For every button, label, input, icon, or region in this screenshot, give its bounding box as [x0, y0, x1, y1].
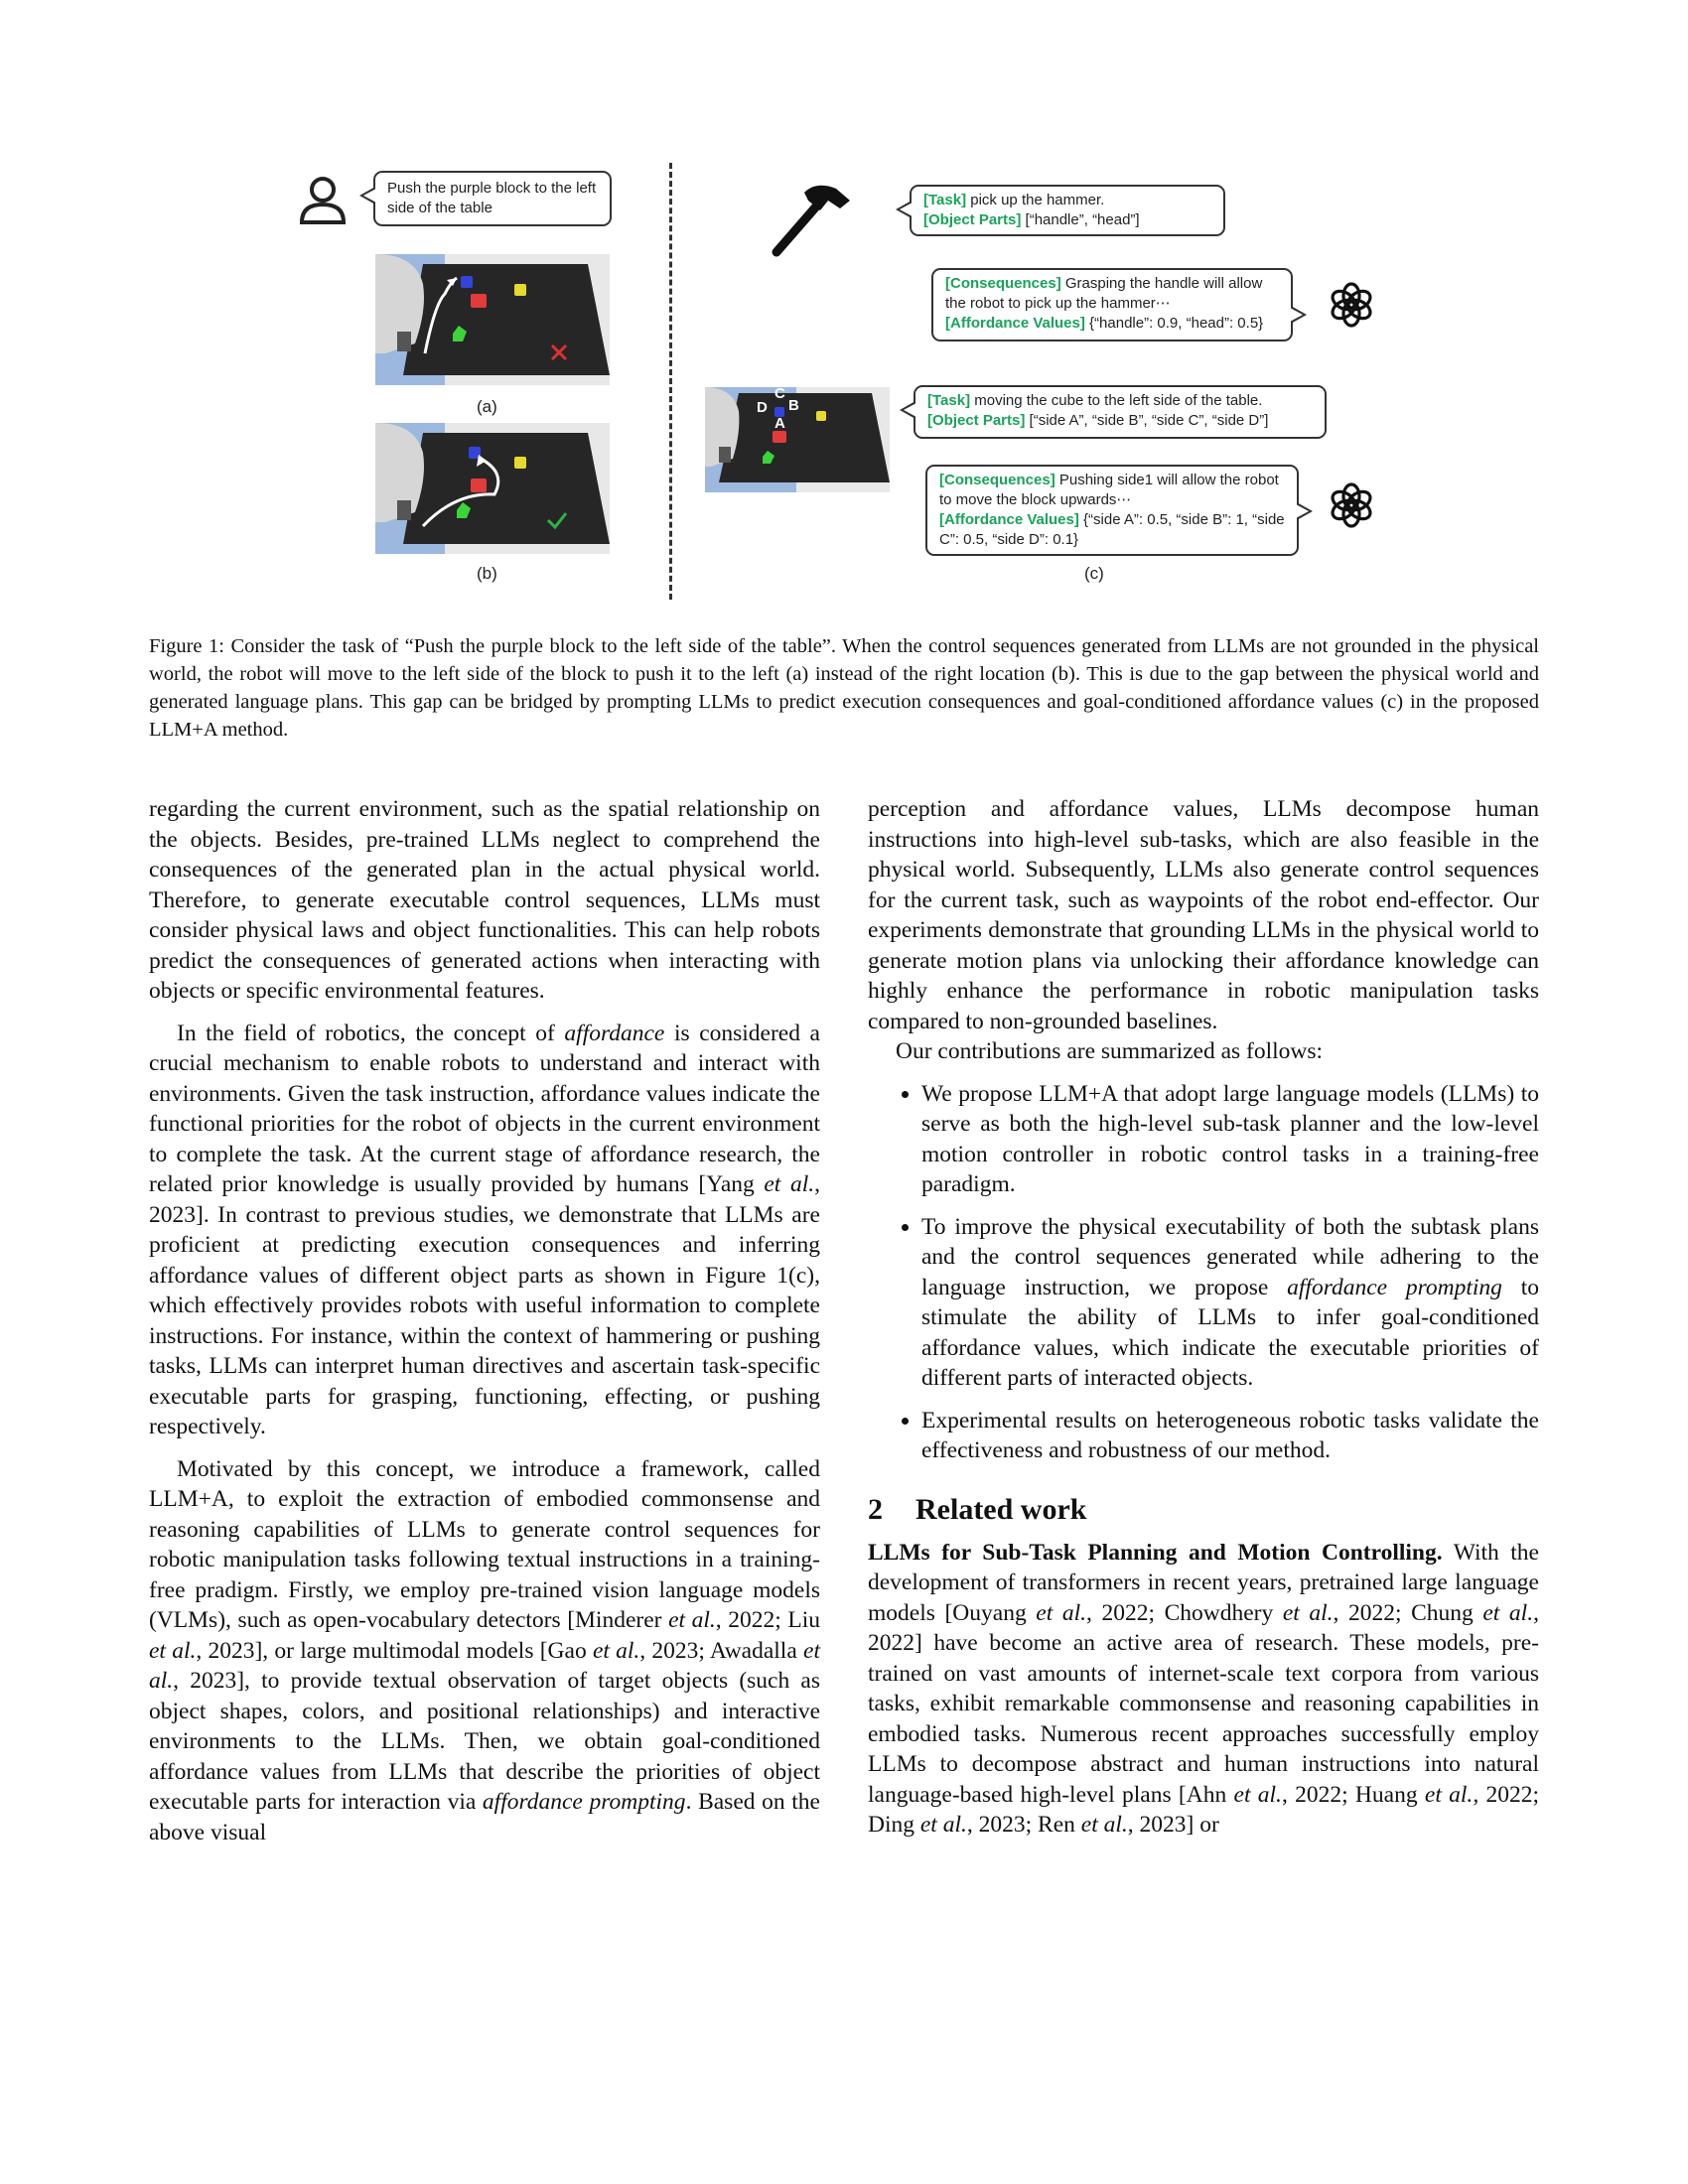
openai-logo-icon: [1327, 480, 1376, 530]
emphasis: et al.: [1482, 1599, 1534, 1626]
cube-consequences-bubble: [925, 465, 1299, 556]
cube-task-tag: [Task]: [927, 392, 971, 409]
scene-c-image: [705, 387, 890, 492]
hammer-task-bubble: [910, 185, 1225, 236]
paragraph: [149, 1454, 820, 1848]
text-span: , 2023; Awadalla: [639, 1637, 804, 1664]
section-number: 2: [868, 1492, 883, 1526]
emphasis: et al.: [149, 1637, 197, 1664]
hammer-task-tag: [Task]: [923, 192, 967, 208]
cube-affordance-text: {“side A”: 0.5, “side B”: 1, “side C”: 0.5, “side D”: 0.1}: [939, 511, 1285, 548]
text-span: , 2022] have become an active area of research. These models, pre-trained on vast amounts of internet-scale text corpora from various tasks, exhibit remarkable commonsense and reasoning capabilities in embodied tasks. Numerous recent approaches successfully employ LLMs to decompose abstract and human instructions into natural language-based high-level plans [Ahn: [868, 1599, 1539, 1808]
hammer-consequences-bubble: [931, 268, 1293, 341]
paragraph: Our contributions are summarized as follows:: [896, 1038, 1324, 1064]
instruction-bubble: [373, 171, 612, 226]
text-span: , 2023] or: [1127, 1812, 1219, 1838]
cube-consequences-tag: [Consequences]: [939, 472, 1055, 488]
emphasis: et al.: [919, 1812, 967, 1838]
text-span: , 2023], or large multimodal models [Gao: [196, 1637, 593, 1664]
paragraph: regarding the current environment, such as the spatial relationship on the objects. Besides, pre-trained LLMs neglect to comprehend the consequences of the generated plan in the actual physical world. Therefore, to generate executable control sequences, LLMs must consider physical laws and object functionalities. This can help robots predict the consequences of generated actions when interacting with objects or specific environmental features.: [149, 796, 820, 1004]
hammer-task-text: pick up the hammer.: [966, 192, 1105, 208]
hammer-consequences-text: Grasping the handle will allow the robot to pick up the hammer⋯: [945, 275, 1263, 312]
cube-task-bubble: [914, 385, 1327, 439]
cube-parts-tag: [Object Parts]: [927, 412, 1026, 429]
list-item: • We propose LLM+A that adopt large language models (LLMs) to serve as both the high-level sub-task planner and the low-level motion controller in robotic control tasks in a training-free paradigm.: [921, 1079, 1539, 1200]
side-label-d: D: [757, 399, 768, 416]
text-span: , 2022; Chung: [1333, 1599, 1483, 1626]
openai-logo-icon: [1327, 280, 1376, 330]
text-span: Motivated by this concept, we introduce a framework, called LLM+A, to exploit the extraction of embodied commonsense and reasoning capabilities of LLMs to generate control sequences for robotic manipulation tasks following textual instructions in a training-free pradigm. Firstly, we employ pre-trained vision language models (VLMs), such as open-vocabulary detectors [Minderer: [149, 1455, 820, 1633]
figure-1: [149, 149, 1539, 615]
text-span: , 2022; Chowdhery: [1086, 1599, 1283, 1626]
check-icon: [546, 510, 568, 530]
contributions-list: [868, 1079, 1539, 1466]
section-heading: [868, 1492, 1539, 1528]
text-span: , 2023], to provide textual observation of target objects (such as object shapes, colors, and positional relationships) and interactive environments to the LLMs. Then, we obtain goal-conditioned affordance values from LLMs that describe the priorities of object executable parts for interaction via: [149, 1668, 820, 1815]
emphasis: et al.: [1233, 1781, 1282, 1808]
text-span: , 2022; Liu: [715, 1607, 820, 1633]
list-item: [921, 1212, 1539, 1394]
hammer-parts-text: [“handle”, “head”]: [1021, 211, 1140, 228]
emphasis: et al.: [1282, 1599, 1334, 1626]
paragraph: perception and affordance values, LLMs decompose human instructions into high-level sub-tasks, which are also feasible in the physical world. Subsequently, LLMs also generate control sequences for the current task, such as waypoints of the robot end-effector. Our experiments demonstrate that grounding LLMs in the physical world to generate motion plans via unlocking their affordance knowledge can highly enhance the performance in robotic manipulation tasks compared to non-grounded baselines.: [868, 796, 1539, 1034]
left-column: [149, 794, 820, 1847]
cube-parts-text: [“side A”, “side B”, “side C”, “side D”]: [1025, 412, 1269, 429]
panel-divider: [669, 163, 672, 600]
emphasis: et al.: [149, 1637, 820, 1694]
text-span: , 2023]. In contrast to previous studies, we demonstrate that LLMs are proficient at predicting execution consequences and inferring affordance values of different object parts as shown in Figure 1(c), which effectively provides robots with useful information to complete instructions. For instance, within the context of hammering or pushing tasks, LLMs can interpret human directives and ascertain task-specific executable parts for grasping, functioning, effecting, or pushing respectively.: [149, 1171, 820, 1439]
emphasis: et al.: [1424, 1781, 1474, 1808]
right-column: [868, 794, 1539, 1841]
emphasis: et al.: [1080, 1812, 1128, 1838]
text-span: With the development of transformers in recent years, pretrained large language models [Ouyang: [868, 1539, 1539, 1626]
text-span: . Based on the above visual: [149, 1789, 820, 1845]
text-span: To improve the physical executability of both the subtask plans and the control sequences generated while adhering to the language instruction, we propose: [921, 1213, 1539, 1300]
text-span: In the field of robotics, the concept of: [177, 1020, 565, 1046]
emphasis: affordance prompting: [1287, 1274, 1502, 1300]
scene-a-image: [375, 254, 610, 385]
paragraph-heading: LLMs for Sub-Task Planning and Motion Controlling.: [868, 1539, 1443, 1566]
section-title: Related work: [915, 1492, 1087, 1526]
emphasis: et al.: [1036, 1599, 1086, 1626]
hammer-parts-tag: [Object Parts]: [923, 211, 1022, 228]
person-icon: [298, 175, 348, 226]
paragraph: [868, 1538, 1539, 1841]
emphasis: affordance: [564, 1020, 665, 1046]
cube-affordance-tag: [Affordance Values]: [939, 511, 1079, 528]
side-label-a: A: [774, 415, 785, 432]
cube-consequences-text: Pushing side1 will allow the robot to move the block upwards⋯: [939, 472, 1279, 508]
cube-task-text: moving the cube to the left side of the table.: [970, 392, 1263, 409]
hammer-icon: [771, 179, 854, 258]
label-c: (c): [1084, 564, 1104, 583]
cross-icon: [550, 343, 568, 361]
text-span: , 2022; Ding: [868, 1781, 1540, 1838]
emphasis: et al.: [764, 1171, 815, 1197]
text-span: is considered a crucial mechanism to enable robots to understand and interact with environments. Given the task instruction, affordance values indicate the functional priorities for the robot of objects in the current environment to complete the task. At the current stage of affordance research, the related prior knowledge is usually provided by humans [Yang: [149, 1020, 820, 1197]
instruction-text: Push the purple block to the left side of the table: [387, 180, 597, 216]
hammer-consequences-tag: [Consequences]: [945, 275, 1061, 292]
hammer-affordance-tag: [Affordance Values]: [945, 315, 1085, 332]
label-b: (b): [477, 564, 497, 583]
text-span: to stimulate the ability of LLMs to infer goal-conditioned affordance values, which indicate the executable priorities of different parts of interacted objects.: [921, 1274, 1540, 1391]
label-a: (a): [477, 397, 497, 416]
figure-caption: Figure 1: Consider the task of “Push the purple block to the left side of the table”. When the control sequences generated from LLMs are not grounded in the physical world, the robot will move to the left side of the block to push it to the left (a) instead of the right location (b). This is due to the gap between the physical world and generated language plans. This gap can be bridged by prompting LLMs to predict execution consequences and goal-conditioned affordance values (c) in the proposed LLM+A method.: [149, 635, 1539, 741]
side-label-c: C: [774, 387, 785, 402]
emphasis: et al.: [592, 1637, 640, 1664]
scene-b-image: [375, 423, 610, 554]
paragraph: [149, 1019, 820, 1442]
text-span: , 2023; Ren: [966, 1812, 1081, 1838]
emphasis: affordance prompting: [482, 1789, 686, 1815]
emphasis: et al.: [668, 1607, 716, 1633]
list-item: • Experimental results on heterogeneous robotic tasks validate the effectiveness and robustness of our method.: [921, 1406, 1539, 1466]
text-span: , 2022; Huang: [1281, 1781, 1425, 1808]
side-label-b: B: [788, 397, 799, 414]
hammer-affordance-text: {“handle”: 0.9, “head”: 0.5}: [1084, 315, 1264, 332]
